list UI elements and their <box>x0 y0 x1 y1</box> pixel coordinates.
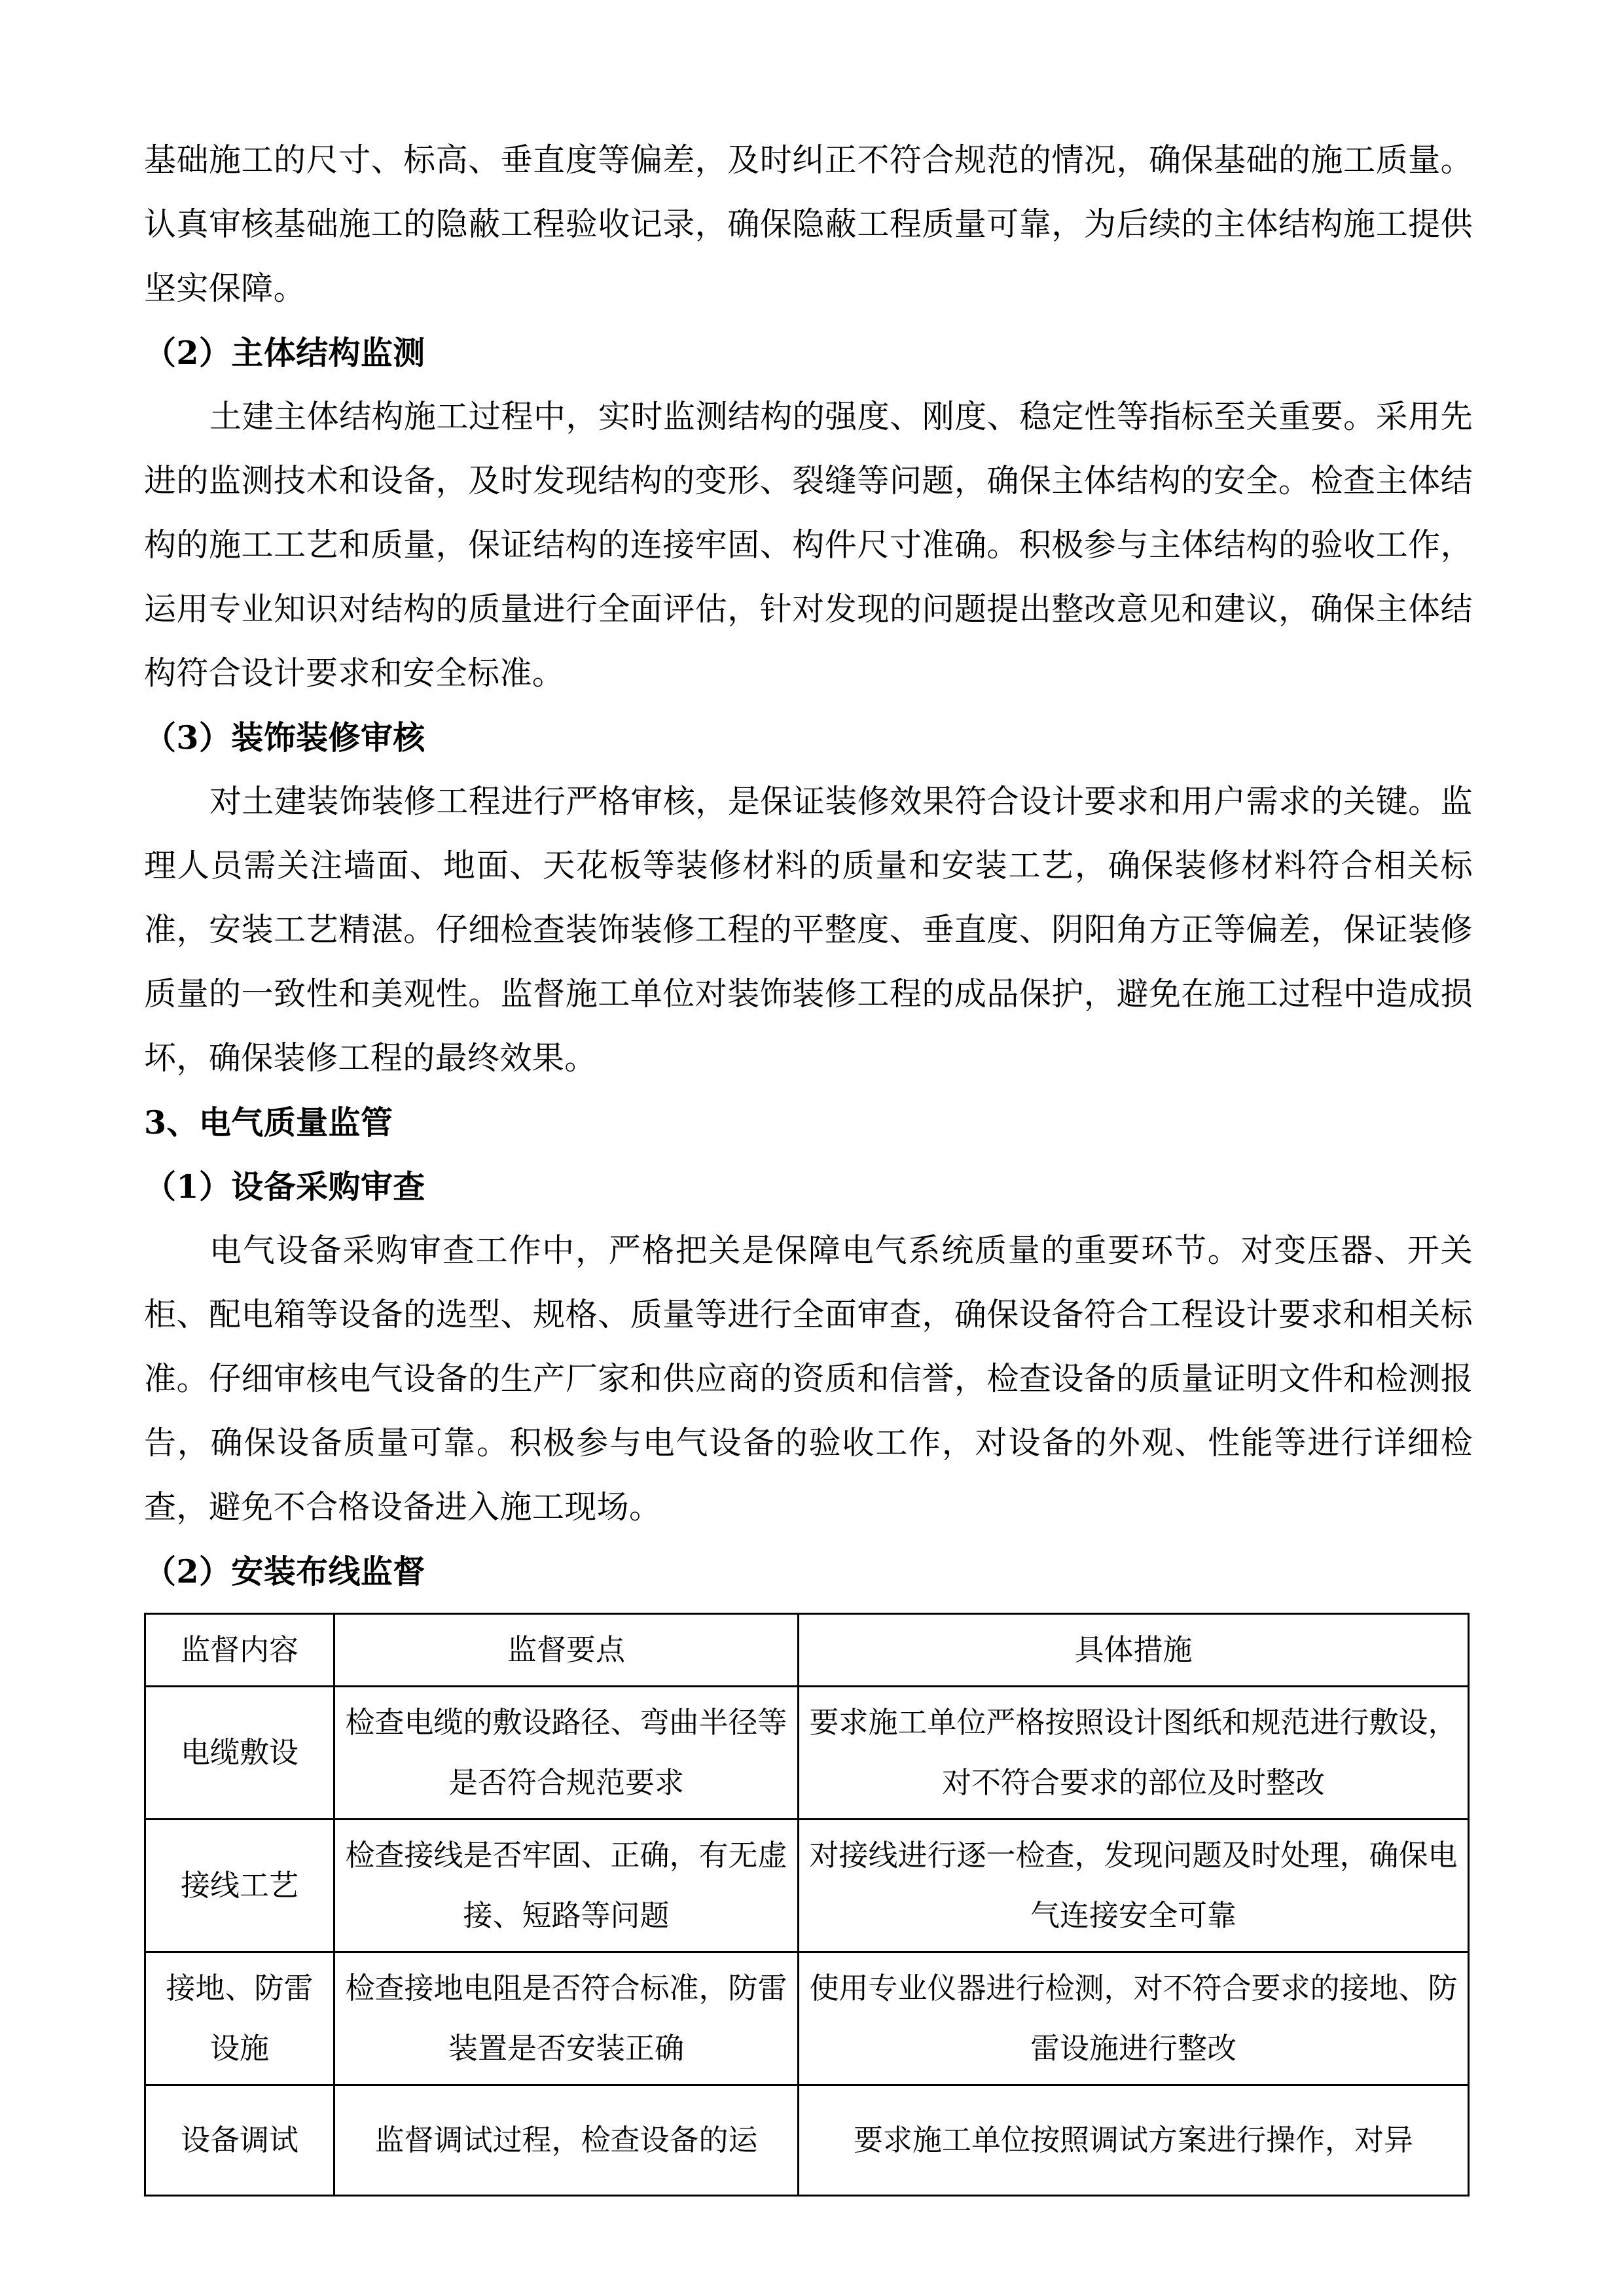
table-header-row <box>145 1614 1469 1687</box>
table-cell-measures: 要求施工单位按照调试方案进行操作，对异 <box>799 2085 1469 2196</box>
table-header-points: 监督要点 <box>334 1614 799 1687</box>
table-row <box>145 1687 1469 1820</box>
table-cell-points: 检查接线是否牢固、正确，有无虚接、短路等问题 <box>334 1820 799 1952</box>
paragraph-main-structure-monitoring: 土建主体结构施工过程中，实时监测结构的强度、刚度、稳定性等指标至关重要。采用先进的监测技术和设备，及时发现结构的变形、裂缝等问题，确保主体结构的安全。检查主体结构的施工工艺和质量，保证结构的连接牢固、构件尺寸准确。积极参与主体结构的验收工作，运用专业知识对结构的质量进行全面评估，针对发现的问题提出整改意见和建议，确保主体结构符合设计要求和安全标准。 <box>144 398 1473 692</box>
table-row <box>145 1820 1469 1952</box>
table-cell-points: 监督调试过程，检查设备的运 <box>334 2085 799 2196</box>
heading-electrical-quality-supervision: 3、电气质量监管 <box>144 1103 393 1141</box>
table-cell-points: 检查接地电阻是否符合标准，防雷装置是否安装正确 <box>334 1952 799 2085</box>
heading-installation-wiring-supervision: （2）安装布线监督 <box>144 1552 425 1590</box>
table-row <box>145 1952 1469 2085</box>
heading-decoration-review: （3）装饰装修审核 <box>144 719 425 757</box>
paragraph-foundation-continued: 基础施工的尺寸、标高、垂直度等偏差，及时纠正不符合规范的情况，确保基础的施工质量。认真审核基础施工的隐蔽工程验收记录，确保隐蔽工程质量可靠，为后续的主体结构施工提供坚实保障。 <box>144 141 1473 307</box>
table-cell-points: 检查电缆的敷设路径、弯曲半径等是否符合规范要求 <box>334 1687 799 1820</box>
table-cell-measures: 对接线进行逐一检查，发现问题及时处理，确保电气连接安全可靠 <box>799 1820 1469 1952</box>
table-cell-content: 设备调试 <box>145 2085 334 2196</box>
table-header-content: 监督内容 <box>145 1614 334 1687</box>
table-row <box>145 2085 1469 2196</box>
table-cell-measures: 要求施工单位严格按照设计图纸和规范进行敷设，对不符合要求的部位及时整改 <box>799 1687 1469 1820</box>
table-cell-content: 电缆敷设 <box>145 1687 334 1820</box>
table-cell-content: 接地、防雷设施 <box>145 1952 334 2085</box>
supervision-table <box>144 1613 1470 2197</box>
table-header-measures: 具体措施 <box>799 1614 1469 1687</box>
paragraph-decoration-review: 对土建装饰装修工程进行严格审核，是保证装修效果符合设计要求和用户需求的关键。监理人员需关注墙面、地面、天花板等装修材料的质量和安装工艺，确保装修材料符合相关标准，安装工艺精湛。仔细检查装饰装修工程的平整度、垂直度、阴阳角方正等偏差，保证装修质量的一致性和美观性。监督施工单位对装饰装修工程的成品保护，避免在施工过程中造成损坏，确保装修工程的最终效果。 <box>144 783 1473 1077</box>
table-cell-content: 接线工艺 <box>145 1820 334 1952</box>
paragraph-equipment-procurement-review: 电气设备采购审查工作中，严格把关是保障电气系统质量的重要环节。对变压器、开关柜、配电箱等设备的选型、规格、质量等进行全面审查，确保设备符合工程设计要求和相关标准。仔细审核电气设备的生产厂家和供应商的资质和信誉，检查设备的质量证明文件和检测报告，确保设备质量可靠。积极参与电气设备的验收工作，对设备的外观、性能等进行详细检查，避免不合格设备进入施工现场。 <box>144 1232 1473 1526</box>
document-body <box>144 128 1473 2197</box>
table-cell-measures: 使用专业仪器进行检测，对不符合要求的接地、防雷设施进行整改 <box>799 1952 1469 2085</box>
heading-equipment-procurement-review: （1）设备采购审查 <box>144 1168 425 1206</box>
heading-main-structure-monitoring: （2）主体结构监测 <box>144 334 425 372</box>
